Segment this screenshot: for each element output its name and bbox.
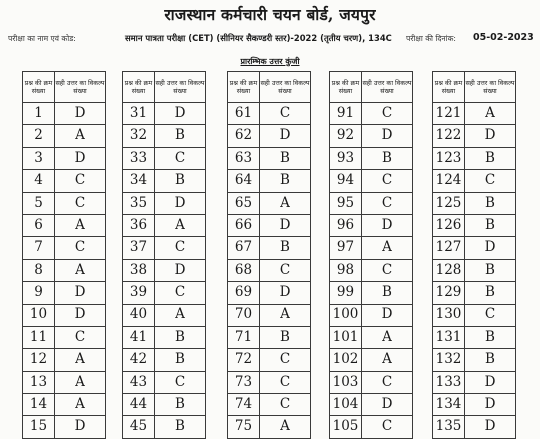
answer-option-cell: A	[55, 259, 106, 281]
answer-option-cell: C	[362, 371, 413, 393]
question-number-cell: 91	[330, 103, 362, 125]
table-row	[23, 125, 106, 147]
answer-option-cell: B	[362, 282, 413, 304]
table-row	[123, 371, 206, 393]
table-row	[23, 192, 106, 214]
table-row	[433, 371, 516, 393]
question-number-cell: 131	[433, 326, 465, 348]
question-number-cell: 105	[330, 416, 362, 438]
exam-date-value: 05-02-2023	[473, 32, 534, 43]
question-number-cell: 122	[433, 125, 465, 147]
question-number-cell: 68	[228, 259, 260, 281]
question-number-cell: 5	[23, 192, 55, 214]
answer-key-table-2	[122, 71, 206, 439]
table-row	[433, 282, 516, 304]
answer-option-cell: B	[465, 349, 516, 371]
answer-option-cell: B	[465, 192, 516, 214]
answer-option-cell: A	[55, 371, 106, 393]
answer-option-cell: A	[155, 304, 206, 326]
table-row	[433, 237, 516, 259]
question-number-cell: 10	[23, 304, 55, 326]
answer-option-cell: B	[465, 326, 516, 348]
table-row	[228, 259, 311, 281]
page-title: राजस्थान कर्मचारी चयन बोर्ड, जयपुर	[164, 5, 376, 24]
answer-option-cell: D	[55, 282, 106, 304]
answer-option-cell: D	[55, 147, 106, 169]
question-number-cell: 6	[23, 214, 55, 236]
answer-option-cell: C	[362, 103, 413, 125]
table-row	[228, 237, 311, 259]
question-number-header: प्रश्न की क्रम संख्या	[330, 72, 362, 103]
table-row	[433, 125, 516, 147]
answer-option-cell: C	[155, 147, 206, 169]
question-number-cell: 102	[330, 349, 362, 371]
table-row	[433, 349, 516, 371]
answer-key-table-1	[22, 71, 106, 439]
answer-option-cell: C	[362, 170, 413, 192]
table-row	[330, 259, 413, 281]
answer-option-cell: D	[362, 125, 413, 147]
answer-option-cell: D	[260, 214, 311, 236]
table-header-row	[23, 72, 106, 103]
table-row	[228, 147, 311, 169]
question-number-cell: 31	[123, 103, 155, 125]
answer-option-cell: B	[155, 125, 206, 147]
answer-option-cell: D	[362, 394, 413, 416]
question-number-header: प्रश्न की क्रम संख्या	[23, 72, 55, 103]
answer-option-cell: B	[155, 170, 206, 192]
question-number-cell: 39	[123, 282, 155, 304]
table-header-row	[433, 72, 516, 103]
answer-option-cell: D	[465, 371, 516, 393]
question-number-cell: 66	[228, 214, 260, 236]
question-number-cell: 32	[123, 125, 155, 147]
answer-key-table-3	[227, 71, 311, 439]
table-row	[330, 349, 413, 371]
table-row	[330, 326, 413, 348]
table-row	[123, 125, 206, 147]
table-row	[228, 304, 311, 326]
question-number-cell: 40	[123, 304, 155, 326]
question-number-cell: 134	[433, 394, 465, 416]
answer-option-cell: D	[55, 103, 106, 125]
correct-answer-header: सही उत्तर का विकल्प संख्या	[155, 72, 206, 103]
answer-option-cell: A	[465, 103, 516, 125]
question-number-cell: 64	[228, 170, 260, 192]
table-row	[23, 147, 106, 169]
question-number-cell: 13	[23, 371, 55, 393]
answer-option-cell: C	[260, 394, 311, 416]
question-number-cell: 41	[123, 326, 155, 348]
answer-option-cell: C	[260, 259, 311, 281]
answer-option-cell: B	[260, 170, 311, 192]
table-row	[330, 103, 413, 125]
question-number-cell: 2	[23, 125, 55, 147]
answer-option-cell: C	[260, 371, 311, 393]
table-row	[433, 259, 516, 281]
table-row	[23, 237, 106, 259]
question-number-cell: 7	[23, 237, 55, 259]
table-row	[123, 237, 206, 259]
table-row	[23, 214, 106, 236]
question-number-cell: 97	[330, 237, 362, 259]
answer-option-cell: B	[465, 282, 516, 304]
table-row	[433, 170, 516, 192]
table-row	[123, 259, 206, 281]
answer-option-cell: B	[260, 237, 311, 259]
table-row	[433, 103, 516, 125]
question-number-cell: 34	[123, 170, 155, 192]
table-row	[228, 326, 311, 348]
answer-option-cell: A	[55, 349, 106, 371]
question-number-cell: 127	[433, 237, 465, 259]
question-number-cell: 42	[123, 349, 155, 371]
answer-option-cell: D	[55, 304, 106, 326]
table-row	[228, 125, 311, 147]
answer-option-cell: C	[155, 282, 206, 304]
answer-option-cell: C	[465, 304, 516, 326]
answer-option-cell: C	[55, 237, 106, 259]
table-row	[228, 192, 311, 214]
question-number-cell: 11	[23, 326, 55, 348]
table-row	[330, 416, 413, 438]
answer-option-cell: D	[465, 125, 516, 147]
question-number-header: प्रश्न की क्रम संख्या	[123, 72, 155, 103]
answer-option-cell: C	[362, 259, 413, 281]
question-number-cell: 75	[228, 416, 260, 438]
answer-option-cell: C	[362, 192, 413, 214]
answer-option-cell: C	[260, 103, 311, 125]
answer-option-cell: D	[465, 394, 516, 416]
answer-option-cell: A	[55, 214, 106, 236]
answer-option-cell: D	[362, 214, 413, 236]
question-number-cell: 43	[123, 371, 155, 393]
answer-option-cell: A	[260, 416, 311, 438]
table-row	[330, 237, 413, 259]
table-row	[123, 282, 206, 304]
answer-option-cell: C	[55, 170, 106, 192]
table-row	[23, 304, 106, 326]
answer-option-cell: D	[362, 304, 413, 326]
question-number-cell: 94	[330, 170, 362, 192]
table-row	[123, 326, 206, 348]
question-number-cell: 36	[123, 214, 155, 236]
question-number-cell: 121	[433, 103, 465, 125]
table-row	[123, 170, 206, 192]
table-row	[433, 214, 516, 236]
table-row	[330, 170, 413, 192]
answer-option-cell: C	[362, 416, 413, 438]
table-row	[433, 147, 516, 169]
table-row	[228, 170, 311, 192]
question-number-cell: 95	[330, 192, 362, 214]
answer-option-cell: A	[55, 125, 106, 147]
table-row	[23, 416, 106, 438]
answer-option-cell: C	[155, 237, 206, 259]
answer-option-cell: D	[155, 259, 206, 281]
answer-option-cell: D	[55, 416, 106, 438]
table-row	[23, 371, 106, 393]
answer-option-cell: B	[260, 326, 311, 348]
table-row	[330, 371, 413, 393]
question-number-cell: 62	[228, 125, 260, 147]
question-number-header: प्रश्न की क्रम संख्या	[228, 72, 260, 103]
answer-option-cell: B	[155, 349, 206, 371]
answer-option-cell: D	[465, 237, 516, 259]
table-row	[433, 304, 516, 326]
table-row	[123, 416, 206, 438]
table-row	[123, 103, 206, 125]
table-row	[330, 282, 413, 304]
answer-option-cell: A	[362, 237, 413, 259]
question-number-cell: 44	[123, 394, 155, 416]
table-row	[433, 192, 516, 214]
question-number-cell: 125	[433, 192, 465, 214]
answer-option-cell: D	[155, 192, 206, 214]
table-row	[330, 214, 413, 236]
table-row	[23, 349, 106, 371]
answer-option-cell: A	[362, 349, 413, 371]
question-number-cell: 67	[228, 237, 260, 259]
question-number-cell: 61	[228, 103, 260, 125]
answer-key-table-4	[329, 71, 413, 439]
answer-option-cell: C	[465, 170, 516, 192]
correct-answer-header: सही उत्तर का विकल्प संख्या	[260, 72, 311, 103]
question-number-cell: 132	[433, 349, 465, 371]
answer-option-cell: C	[55, 326, 106, 348]
answer-option-cell: C	[155, 371, 206, 393]
answer-option-cell: C	[55, 192, 106, 214]
question-number-cell: 128	[433, 259, 465, 281]
question-number-cell: 65	[228, 192, 260, 214]
exam-name-label: परीक्षा का नाम एवं कोड:	[8, 34, 76, 43]
table-header-row	[330, 72, 413, 103]
question-number-cell: 130	[433, 304, 465, 326]
question-number-header: प्रश्न की क्रम संख्या	[433, 72, 465, 103]
question-number-cell: 101	[330, 326, 362, 348]
question-number-cell: 12	[23, 349, 55, 371]
question-number-cell: 9	[23, 282, 55, 304]
answer-option-cell: A	[55, 394, 106, 416]
question-number-cell: 124	[433, 170, 465, 192]
question-number-cell: 37	[123, 237, 155, 259]
question-number-cell: 33	[123, 147, 155, 169]
correct-answer-header: सही उत्तर का विकल्प संख्या	[55, 72, 106, 103]
question-number-cell: 4	[23, 170, 55, 192]
question-number-cell: 123	[433, 147, 465, 169]
answer-option-cell: A	[155, 214, 206, 236]
answer-option-cell: C	[260, 349, 311, 371]
question-number-cell: 96	[330, 214, 362, 236]
table-row	[228, 214, 311, 236]
table-row	[123, 192, 206, 214]
question-number-cell: 63	[228, 147, 260, 169]
question-number-cell: 3	[23, 147, 55, 169]
table-row	[433, 416, 516, 438]
answer-option-cell: A	[362, 326, 413, 348]
question-number-cell: 100	[330, 304, 362, 326]
answer-option-cell: D	[260, 125, 311, 147]
question-number-cell: 133	[433, 371, 465, 393]
answer-option-cell: D	[465, 416, 516, 438]
answer-option-cell: B	[465, 147, 516, 169]
table-row	[228, 371, 311, 393]
answer-option-cell: B	[260, 147, 311, 169]
question-number-cell: 129	[433, 282, 465, 304]
question-number-cell: 104	[330, 394, 362, 416]
table-row	[23, 170, 106, 192]
question-number-cell: 14	[23, 394, 55, 416]
question-number-cell: 93	[330, 147, 362, 169]
question-number-cell: 35	[123, 192, 155, 214]
answer-option-cell: B	[155, 394, 206, 416]
answer-option-cell: D	[155, 103, 206, 125]
question-number-cell: 135	[433, 416, 465, 438]
table-row	[123, 147, 206, 169]
question-number-cell: 103	[330, 371, 362, 393]
question-number-cell: 69	[228, 282, 260, 304]
question-number-cell: 70	[228, 304, 260, 326]
question-number-cell: 98	[330, 259, 362, 281]
question-number-cell: 1	[23, 103, 55, 125]
table-row	[330, 125, 413, 147]
question-number-cell: 15	[23, 416, 55, 438]
table-row	[330, 192, 413, 214]
table-row	[330, 304, 413, 326]
exam-name-value: समान पात्रता परीक्षा (CET) (सीनियर सैकण्डरी स्तर)-2022 (तृतीय चरण), 134C	[125, 33, 392, 43]
answer-option-cell: B	[465, 214, 516, 236]
table-row	[228, 103, 311, 125]
table-header-row	[123, 72, 206, 103]
table-row	[23, 103, 106, 125]
exam-date-label: परीक्षा की दिनांक:	[406, 34, 456, 43]
answer-option-cell: A	[260, 304, 311, 326]
answer-key-table-5	[432, 71, 516, 439]
question-number-cell: 92	[330, 125, 362, 147]
table-row	[23, 326, 106, 348]
answer-option-cell: B	[155, 326, 206, 348]
table-row	[123, 349, 206, 371]
question-number-cell: 99	[330, 282, 362, 304]
question-number-cell: 45	[123, 416, 155, 438]
table-row	[228, 416, 311, 438]
question-number-cell: 126	[433, 214, 465, 236]
table-header-row	[228, 72, 311, 103]
question-number-cell: 71	[228, 326, 260, 348]
answer-option-cell: D	[260, 282, 311, 304]
answer-option-cell: B	[155, 416, 206, 438]
answer-option-cell: B	[362, 147, 413, 169]
question-number-cell: 73	[228, 371, 260, 393]
answer-key-subtitle: प्रारम्भिक उत्तर कुंजी	[240, 57, 300, 66]
table-row	[228, 349, 311, 371]
table-row	[433, 326, 516, 348]
table-row	[23, 259, 106, 281]
correct-answer-header: सही उत्तर का विकल्प संख्या	[362, 72, 413, 103]
correct-answer-header: सही उत्तर का विकल्प संख्या	[465, 72, 516, 103]
table-row	[23, 282, 106, 304]
table-row	[330, 147, 413, 169]
question-number-cell: 8	[23, 259, 55, 281]
table-row	[228, 282, 311, 304]
question-number-cell: 74	[228, 394, 260, 416]
answer-option-cell: B	[465, 259, 516, 281]
question-number-cell: 72	[228, 349, 260, 371]
answer-option-cell: A	[260, 192, 311, 214]
question-number-cell: 38	[123, 259, 155, 281]
table-row	[123, 304, 206, 326]
table-row	[123, 214, 206, 236]
